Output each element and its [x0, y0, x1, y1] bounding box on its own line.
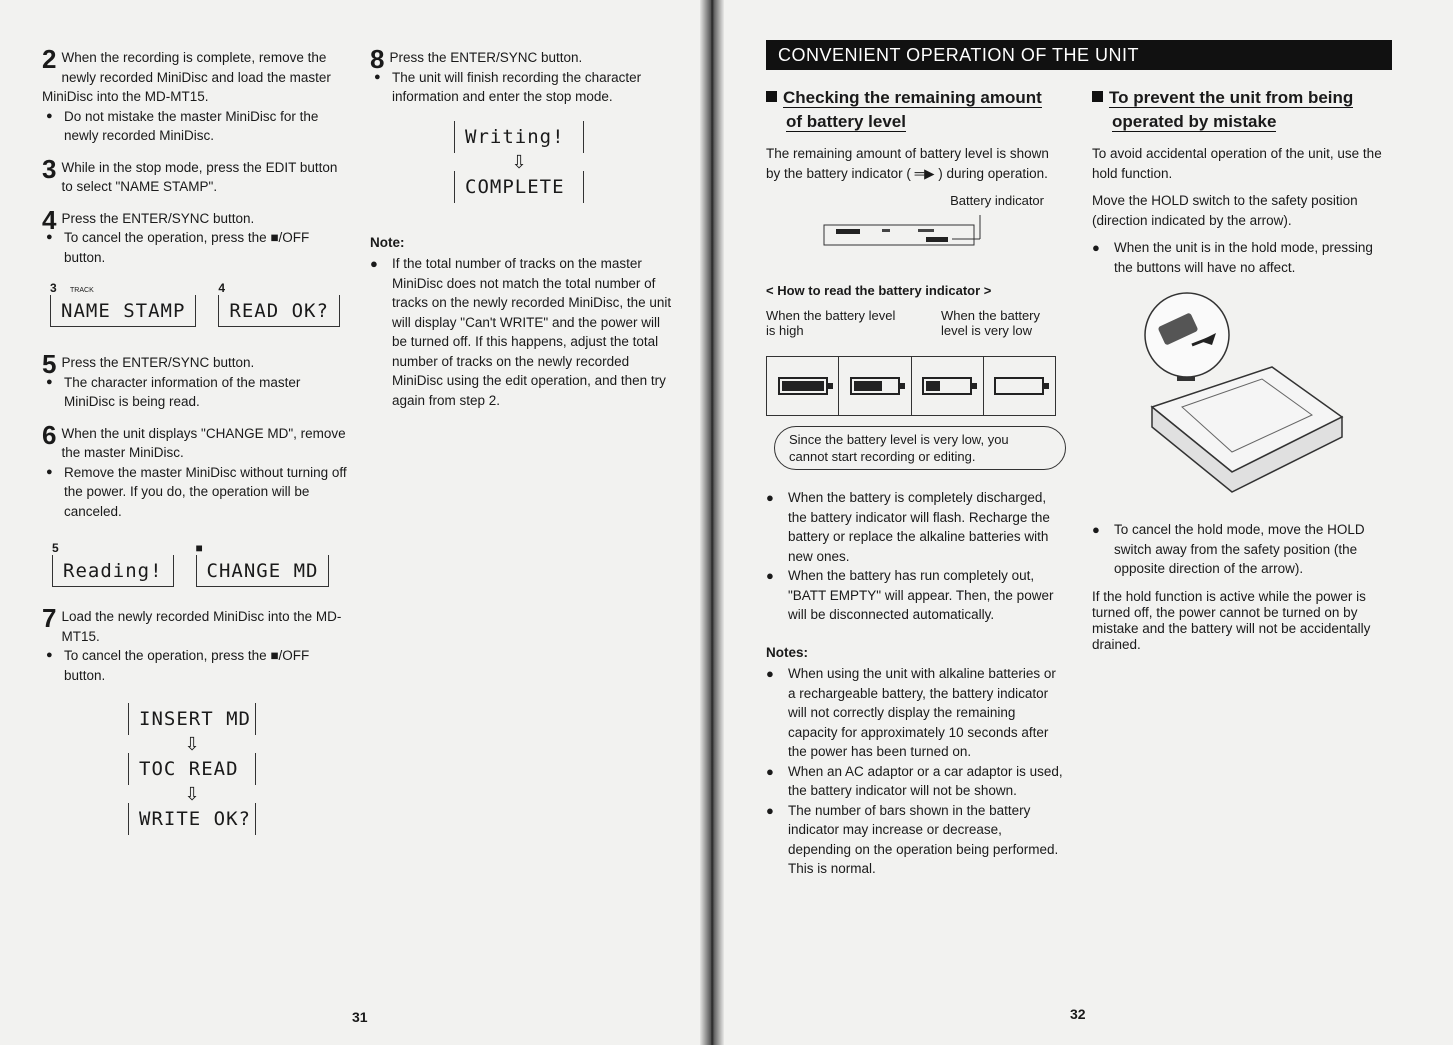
step-text: Press the ENTER/SYNC button. — [61, 210, 255, 226]
battery-level-labels — [766, 308, 1066, 338]
right-column-1 — [766, 86, 1066, 879]
step-7 — [42, 603, 347, 685]
low-battery-callout: Since the battery level is very low, you cannot start recording or editing. — [774, 426, 1066, 470]
page-number: 31 — [352, 1009, 368, 1025]
display-segment — [918, 229, 934, 232]
lcd-sequence-d — [454, 121, 584, 203]
track-label: TRACK — [70, 287, 94, 294]
note-item: ● When using the unit with alkaline batteries or a rechargeable battery, the battery indicator will not correctly display the remaining capacity for approximately 10 seconds after the power has been turned on. — [766, 664, 1066, 762]
battery-level-cell — [839, 357, 911, 415]
unit-top-face — [1152, 367, 1342, 472]
battery-icon — [994, 377, 1044, 395]
battery-level-table — [766, 356, 1056, 416]
lcd-step-num: ■ — [195, 541, 203, 555]
heading-line-2: operated by mistake — [1112, 112, 1277, 131]
step-text: When the unit displays "CHANGE MD", remove the master MiniDisc. — [61, 425, 346, 460]
battery-fill — [854, 381, 882, 391]
lcd-group — [218, 279, 340, 327]
lcd-display: Writing! — [454, 121, 584, 153]
step-bullet: ● Do not mistake the master MiniDisc for the newly recorded MiniDisc. — [42, 107, 347, 146]
battery-intro: The remaining amount of battery level is shown by the battery indicator ( ═▶ ) during operation. — [766, 146, 1049, 181]
hold-note: If the hold function is active while the power is turned off, the power cannot be turned on by mistake and the battery will not be accidentally drained. — [1092, 588, 1371, 652]
lcd-display: WRITE OK? — [128, 803, 256, 835]
step-number: 2 — [42, 44, 57, 74]
lcd-display: NAME STAMP — [50, 295, 196, 327]
battery-bullet: ● When the battery is completely discharged, the battery indicator will flash. Recharge the battery or replace the alkaline batteries with new ones. — [766, 488, 1066, 566]
lcd-group — [50, 279, 196, 327]
down-arrow-icon: ⇩ — [184, 734, 200, 754]
section-heading-battery — [766, 86, 1066, 134]
step-6 — [42, 419, 347, 522]
heading-line-1: Checking the remaining amount — [783, 88, 1042, 107]
lcd-display: COMPLETE — [454, 171, 584, 203]
step-number: 6 — [42, 419, 57, 450]
battery-fill — [782, 381, 824, 391]
note-item: ● When an AC adaptor or a car adaptor is used, the battery indicator will not be shown. — [766, 762, 1066, 801]
lcd-group — [196, 539, 330, 587]
down-arrow-icon: ⇩ — [511, 151, 527, 172]
battery-icon — [778, 377, 828, 395]
step-text: Press the ENTER/SYNC button. — [61, 355, 255, 370]
lcd-num-text: 3 — [50, 281, 57, 295]
down-arrow-icon: ⇩ — [184, 784, 200, 804]
step-text: Load the newly recorded MiniDisc into the MD-MT15. — [61, 609, 342, 644]
notes-title: Notes: — [766, 644, 809, 660]
step-bullet: ● Remove the master MiniDisc without turning off the power. If you do, the operation will be canceled. — [42, 463, 347, 522]
lcd-sequence-c — [128, 703, 256, 835]
lcd-row-a — [50, 279, 347, 327]
left-column-1 — [42, 44, 347, 835]
battery-symbol-icon — [926, 237, 948, 242]
battery-indicator-diagram — [822, 215, 992, 265]
level-high-label: When the battery level is high — [766, 308, 896, 338]
step-3 — [42, 153, 347, 197]
battery-level-cell — [912, 357, 984, 415]
display-segment — [836, 229, 860, 234]
step-text: Press the ENTER/SYNC button. — [389, 50, 583, 65]
step-5 — [42, 349, 347, 412]
step-number: 5 — [42, 349, 57, 379]
step-number: 4 — [42, 204, 57, 235]
left-column-2 — [370, 44, 672, 410]
lcd-display: TOC READ — [128, 753, 256, 785]
note-title: Note: — [370, 234, 405, 250]
lcd-display: INSERT MD — [128, 703, 256, 735]
right-page — [724, 0, 1453, 1045]
lcd-step-num — [50, 279, 196, 295]
section-banner: CONVENIENT OPERATION OF THE UNIT — [766, 40, 1392, 70]
hold-instruction: Move the HOLD switch to the safety position (direction indicated by the arrow). — [1092, 193, 1358, 228]
note-item: ● The number of bars shown in the battery indicator may increase or decrease, depending on the operation being performed. This is normal. — [766, 801, 1066, 879]
battery-icon — [850, 377, 900, 395]
battery-level-cell — [984, 357, 1055, 415]
battery-indicator-label: Battery indicator — [950, 193, 1044, 208]
right-column-2 — [1092, 86, 1392, 661]
how-to-read-heading: < How to read the battery indicator > — [766, 282, 992, 298]
step-bullet: ● The unit will finish recording the character information and enter the stop mode. — [370, 68, 672, 107]
hold-bullet: ● When the unit is in the hold mode, pressing the buttons will have no affect. — [1092, 238, 1392, 277]
step-number: 8 — [370, 44, 385, 74]
display-outline — [824, 225, 974, 245]
step-bullet: ● To cancel the operation, press the ■/OFF button. — [42, 646, 347, 685]
note-text: ● If the total number of tracks on the master MiniDisc does not match the total number of tracks on the newly recorded MiniDisc, the unit will display "Can't WRITE" and the power will be turned off. If this happens, adjust the total number of tracks on the newly recorded MiniDisc using the edit operation, and then try again from step 2. — [370, 254, 672, 410]
lcd-step-num: 5 — [52, 541, 59, 555]
step-number: 7 — [42, 603, 57, 633]
square-bullet-icon — [766, 91, 777, 102]
lcd-row-b — [52, 539, 347, 587]
lcd-step-num: 4 — [218, 281, 226, 295]
section-heading-hold — [1092, 86, 1392, 134]
battery-level-cell — [767, 357, 839, 415]
battery-bullet: ● When the battery has run completely out, "BATT EMPTY" will appear. Then, the power will be disconnected automatically. — [766, 566, 1066, 625]
heading-line-2: of battery level — [786, 112, 906, 131]
left-page — [0, 0, 712, 1045]
lcd-group — [52, 539, 174, 587]
unit-hold-switch-illustration — [1122, 287, 1362, 512]
page-number: 32 — [1070, 1006, 1086, 1022]
display-segment — [882, 229, 890, 232]
lcd-display: READ OK? — [218, 295, 340, 327]
level-low-label: When the battery level is very low — [941, 308, 1040, 338]
step-bullet: ● To cancel the operation, press the ■/OFF button. — [42, 228, 347, 267]
lcd-display: CHANGE MD — [196, 555, 330, 587]
step-2 — [42, 44, 347, 146]
battery-fill — [926, 381, 940, 391]
step-8 — [370, 44, 672, 107]
book-spine — [700, 0, 724, 1045]
battery-icon — [922, 377, 972, 395]
hold-intro: To avoid accidental operation of the unit, use the hold function. — [1092, 146, 1382, 181]
step-bullet: ● The character information of the master MiniDisc is being read. — [42, 373, 347, 412]
lcd-display: Reading! — [52, 555, 174, 587]
heading-line-1: To prevent the unit from being — [1109, 88, 1354, 107]
step-number: 3 — [42, 153, 57, 184]
step-text: While in the stop mode, press the EDIT button to select "NAME STAMP". — [61, 159, 338, 194]
step-text: When the recording is complete, remove the newly recorded MiniDisc and load the master MiniDisc into the MD-MT15. — [42, 50, 331, 104]
step-4 — [42, 204, 347, 268]
square-bullet-icon — [1092, 91, 1103, 102]
hold-bullet: ● To cancel the hold mode, move the HOLD switch away from the safety position (the opposite direction of the arrow). — [1092, 520, 1392, 579]
